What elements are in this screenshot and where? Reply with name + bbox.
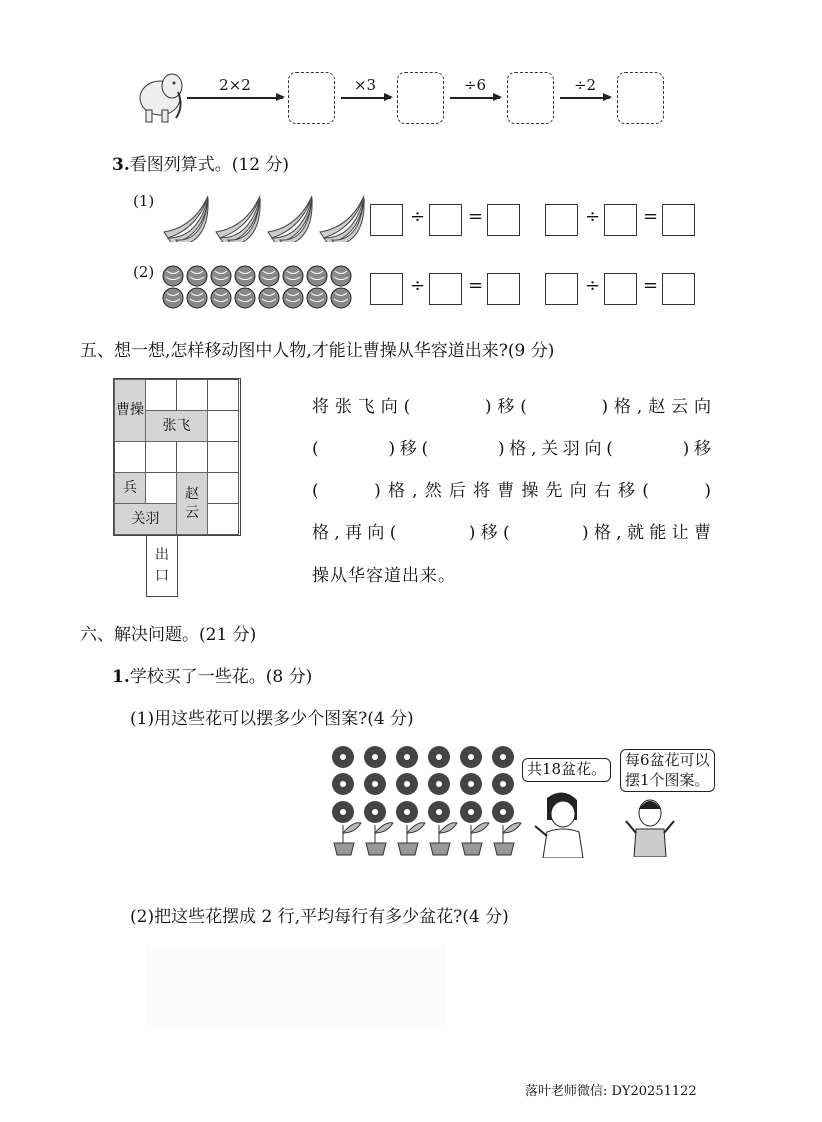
fill-line[interactable]: ( )格,然后将曹操先向右移( ) [312, 481, 712, 501]
piece-caocao: 曹操 [114, 379, 146, 442]
equals-sign: = [643, 206, 659, 227]
op-label: ÷6 [463, 76, 487, 94]
op-label: ×3 [353, 76, 377, 94]
fill-line[interactable]: 将张飞向( )移( )格,赵云向 [312, 397, 712, 417]
boy-speech-bubble: 每6盆花可以 摆1个图案。 [620, 749, 715, 792]
piece-bing: 兵 [114, 472, 146, 504]
answer-box[interactable] [487, 273, 520, 305]
arrow [560, 97, 610, 99]
answer-box[interactable] [429, 204, 462, 236]
answer-box[interactable] [545, 273, 578, 305]
fill-line[interactable]: ( )移( )格,关羽向( )移 [312, 439, 712, 459]
watermelons-icon [162, 263, 367, 311]
answer-box[interactable] [617, 72, 664, 124]
sub-question-1: (1)用这些花可以摆多少个图案?(4 分) [130, 709, 414, 729]
huarong-grid [113, 378, 241, 536]
divide-sign: ÷ [410, 275, 426, 296]
answer-box[interactable] [397, 72, 444, 124]
answer-box[interactable] [604, 273, 637, 305]
elephant-icon [128, 68, 188, 126]
item-label: (1) [133, 192, 155, 210]
girl-icon [533, 792, 593, 858]
item-label: (2) [133, 263, 155, 281]
piece-zhaoyun: 赵云 [176, 472, 208, 535]
answer-area[interactable] [145, 945, 445, 1025]
bananas-icon [160, 192, 365, 242]
arrow [450, 97, 500, 99]
q1-title: 1.学校买了一些花。(8 分) [112, 667, 313, 687]
piece-zhangfei: 张飞 [145, 410, 208, 442]
answer-box[interactable] [370, 273, 403, 305]
section6-title: 六、解决问题。(21 分) [80, 625, 257, 645]
equals-sign: = [468, 275, 484, 296]
answer-box[interactable] [507, 72, 554, 124]
sub-question-2: (2)把这些花摆成 2 行,平均每行有多少盆花?(4 分) [130, 907, 509, 927]
answer-box[interactable] [288, 72, 335, 124]
answer-box[interactable] [370, 204, 403, 236]
answer-box[interactable] [429, 273, 462, 305]
fill-line: 操从华容道出来。 [312, 566, 456, 586]
girl-speech-bubble: 共18盆花。 [522, 758, 611, 782]
answer-box[interactable] [487, 204, 520, 236]
equals-sign: = [468, 206, 484, 227]
fill-line[interactable]: 格,再向( )移( )格,就能让曹 [312, 523, 712, 543]
piece-guanyu: 关羽 [114, 503, 177, 535]
q3-title: 3.看图列算式。(12 分) [112, 155, 290, 175]
arrow [187, 97, 283, 99]
arrow [341, 97, 391, 99]
flowers-icon [328, 745, 528, 860]
answer-box[interactable] [545, 204, 578, 236]
divide-sign: ÷ [585, 206, 601, 227]
answer-box[interactable] [662, 273, 695, 305]
answer-box[interactable] [662, 204, 695, 236]
op-label: 2×2 [219, 76, 251, 94]
equals-sign: = [643, 275, 659, 296]
footer-note: 落叶老师微信: DY20251122 [525, 1084, 697, 1099]
op-label: ÷2 [573, 76, 597, 94]
divide-sign: ÷ [410, 206, 426, 227]
boy-icon [620, 795, 680, 857]
divide-sign: ÷ [585, 275, 601, 296]
answer-box[interactable] [604, 204, 637, 236]
exit: 出口 [146, 535, 178, 597]
section5-title: 五、想一想,怎样移动图中人物,才能让曹操从华容道出来?(9 分) [80, 341, 555, 361]
